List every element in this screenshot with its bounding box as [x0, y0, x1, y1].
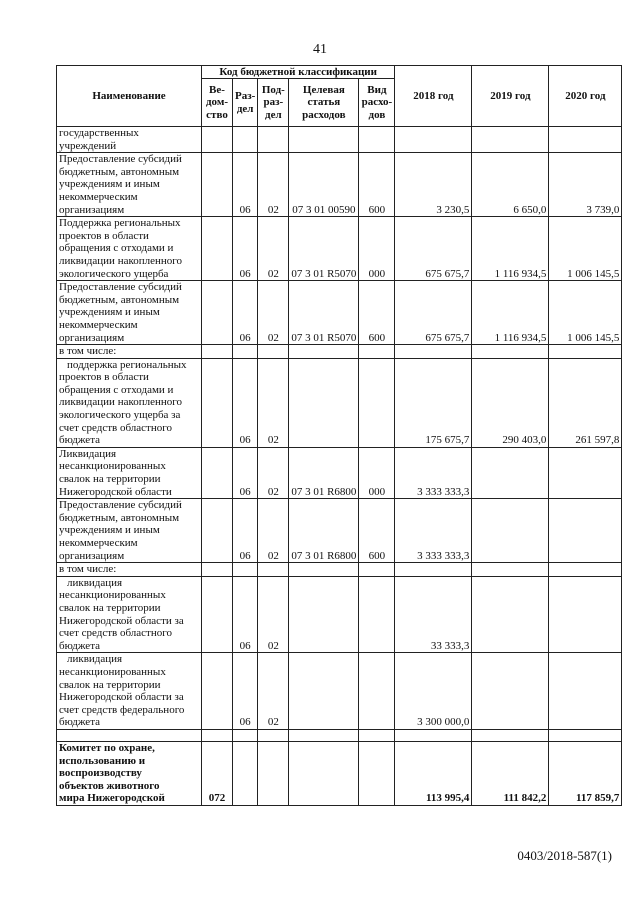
- cell-y2020: [549, 127, 622, 153]
- cell-pod: [258, 447, 289, 498]
- cell-y2018-text: 3 333 333,3: [417, 485, 470, 498]
- cell-y2019: [472, 741, 549, 805]
- cell-raz: [233, 358, 258, 447]
- cell-y2020: [549, 358, 622, 447]
- cell-y2018: [395, 729, 472, 741]
- cell-name: [57, 281, 202, 345]
- table-row: [57, 447, 622, 498]
- cell-y2020: [549, 653, 622, 730]
- cell-ved: [202, 281, 233, 345]
- cell-vid-text: 000: [368, 485, 386, 498]
- table-row: [57, 653, 622, 730]
- header-expense-type: Вид расхо- дов: [359, 79, 395, 127]
- cell-y2019: [472, 563, 549, 577]
- page-number: 41: [313, 42, 327, 57]
- cell-y2018: [395, 653, 472, 730]
- cell-vid: [359, 576, 395, 653]
- cell-vid-text: 600: [368, 549, 386, 562]
- cell-vid: [359, 217, 395, 281]
- cell-name-text: Ликвидация несанкционированных свалок на территории Нижегородской области: [59, 447, 172, 498]
- table-row: [57, 153, 622, 217]
- cell-target: [289, 127, 359, 153]
- cell-y2018: [395, 127, 472, 153]
- cell-y2018-text: 675 675,7: [425, 331, 470, 344]
- cell-y2019-text: 1 116 934,5: [494, 331, 547, 344]
- header-2020: 2020 год: [549, 66, 622, 127]
- cell-vid: [359, 345, 395, 359]
- cell-raz-text: 06: [239, 639, 251, 652]
- cell-target: [289, 563, 359, 577]
- cell-raz-text: 06: [239, 267, 251, 280]
- cell-name: [57, 153, 202, 217]
- table-header: [57, 66, 622, 127]
- cell-y2020: [549, 345, 622, 359]
- cell-ved-text: 072: [208, 792, 226, 805]
- cell-ved: [202, 217, 233, 281]
- cell-vid-text: 600: [368, 331, 386, 344]
- cell-y2019: [472, 576, 549, 653]
- cell-pod: [258, 729, 289, 741]
- cell-vid: [359, 729, 395, 741]
- cell-y2018-text: 675 675,7: [425, 267, 470, 280]
- cell-target-text: 07 3 01 00590: [292, 203, 356, 216]
- cell-vid: [359, 358, 395, 447]
- cell-raz: [233, 153, 258, 217]
- cell-vid: [359, 447, 395, 498]
- cell-ved: [202, 153, 233, 217]
- cell-ved: [202, 576, 233, 653]
- cell-ved: [202, 499, 233, 563]
- cell-y2018: [395, 563, 472, 577]
- cell-y2018: [395, 499, 472, 563]
- cell-target: [289, 741, 359, 805]
- cell-y2019: [472, 127, 549, 153]
- cell-y2020-text: 117 859,7: [576, 792, 620, 805]
- cell-y2018: [395, 153, 472, 217]
- cell-y2019: [472, 345, 549, 359]
- table-row: [57, 741, 622, 805]
- cell-target: [289, 653, 359, 730]
- cell-y2018-text: 3 300 000,0: [417, 716, 470, 729]
- cell-pod-text: 02: [267, 639, 279, 652]
- cell-raz-text: 06: [239, 716, 251, 729]
- cell-vid: [359, 153, 395, 217]
- cell-y2019: [472, 281, 549, 345]
- table-row: [57, 217, 622, 281]
- table-row: [57, 358, 622, 447]
- cell-name: [57, 447, 202, 498]
- cell-name: [57, 741, 202, 805]
- cell-y2019: [472, 358, 549, 447]
- cell-name-text: в том числе:: [59, 345, 117, 358]
- cell-y2018: [395, 358, 472, 447]
- cell-y2019: [472, 153, 549, 217]
- cell-y2018-text: 113 995,4: [426, 792, 470, 805]
- cell-y2018-text: 33 333,3: [430, 639, 470, 652]
- document-code: 0403/2018-587(1): [517, 848, 612, 863]
- cell-y2019-text: 1 116 934,5: [494, 267, 547, 280]
- cell-raz: [233, 499, 258, 563]
- cell-vid: [359, 563, 395, 577]
- cell-ved: [202, 345, 233, 359]
- cell-name: [57, 563, 202, 577]
- header-razdel: Раз- дел: [233, 79, 258, 127]
- cell-target: [289, 729, 359, 741]
- cell-y2019: [472, 653, 549, 730]
- cell-ved: [202, 447, 233, 498]
- cell-y2018-text: 3 333 333,3: [417, 549, 470, 562]
- header-2018: 2018 год: [395, 66, 472, 127]
- cell-name-text: в том числе:: [59, 563, 117, 576]
- cell-y2018: [395, 281, 472, 345]
- cell-pod-text: 02: [267, 267, 279, 280]
- cell-target-text: 07 3 01 R6800: [291, 485, 357, 498]
- cell-y2018-text: 175 675,7: [425, 434, 470, 447]
- cell-vid: [359, 741, 395, 805]
- cell-raz: [233, 563, 258, 577]
- cell-vid-text: 000: [368, 267, 386, 280]
- cell-y2019-text: 111 842,2: [503, 792, 547, 805]
- cell-vid: [359, 653, 395, 730]
- table-row: [57, 499, 622, 563]
- cell-vid-text: 600: [368, 203, 386, 216]
- cell-name: [57, 217, 202, 281]
- cell-pod: [258, 217, 289, 281]
- cell-pod: [258, 653, 289, 730]
- cell-pod-text: 02: [267, 434, 279, 447]
- header-classification-group: Код бюджетной классификации: [202, 66, 395, 79]
- cell-name: [57, 729, 202, 741]
- cell-pod-text: 02: [267, 549, 279, 562]
- cell-vid: [359, 499, 395, 563]
- cell-pod: [258, 563, 289, 577]
- cell-y2020: [549, 217, 622, 281]
- cell-name: [57, 127, 202, 153]
- cell-pod: [258, 358, 289, 447]
- cell-y2018-text: 3 230,5: [436, 203, 470, 216]
- cell-name-text: Предоставление субсидий бюджетным, автономным учреждениям и иным некоммерческим организациям: [59, 153, 182, 216]
- cell-raz: [233, 217, 258, 281]
- cell-name-text: ликвидация несанкционированных свалок на территории Нижегородской области за счет средств областного бюджета: [59, 576, 184, 652]
- cell-target: [289, 345, 359, 359]
- cell-ved: [202, 729, 233, 741]
- cell-name-text: поддержка региональных проектов в области обращения с отходами и ликвидации накопленного экологического ущерба за счет средств областного бюджета: [59, 358, 187, 447]
- cell-target: [289, 576, 359, 653]
- cell-y2019-text: 290 403,0: [502, 434, 547, 447]
- cell-pod-text: 02: [267, 331, 279, 344]
- cell-pod: [258, 576, 289, 653]
- cell-target: [289, 217, 359, 281]
- cell-y2019: [472, 729, 549, 741]
- cell-y2020-text: 261 597,8: [575, 434, 620, 447]
- cell-y2019-text: 6 650,0: [513, 203, 547, 216]
- cell-target: [289, 499, 359, 563]
- cell-raz: [233, 653, 258, 730]
- header-2019: 2019 год: [472, 66, 549, 127]
- table-row: [57, 281, 622, 345]
- table-row: [57, 345, 622, 359]
- cell-raz: [233, 447, 258, 498]
- cell-raz: [233, 127, 258, 153]
- cell-y2019: [472, 499, 549, 563]
- cell-ved: [202, 563, 233, 577]
- cell-y2020: [549, 741, 622, 805]
- cell-y2020: [549, 729, 622, 741]
- cell-y2018: [395, 345, 472, 359]
- cell-y2020: [549, 281, 622, 345]
- cell-target-text: 07 3 01 R5070: [291, 267, 357, 280]
- cell-y2018: [395, 741, 472, 805]
- table-body: [57, 127, 622, 806]
- cell-name: [57, 358, 202, 447]
- header-name: Наименование: [57, 66, 202, 127]
- cell-raz-text: 06: [239, 549, 251, 562]
- cell-raz: [233, 729, 258, 741]
- cell-pod-text: 02: [267, 203, 279, 216]
- cell-raz: [233, 345, 258, 359]
- cell-target: [289, 153, 359, 217]
- cell-target: [289, 281, 359, 345]
- cell-y2020: [549, 576, 622, 653]
- header-vedomstvo: Ве- дом- ство: [202, 79, 233, 127]
- cell-y2020: [549, 153, 622, 217]
- cell-name-text: ликвидация несанкционированных свалок на территории Нижегородской области за счет средств федерального бюджета: [59, 653, 185, 729]
- cell-y2020-text: 3 739,0: [586, 203, 620, 216]
- cell-ved: [202, 127, 233, 153]
- cell-vid: [359, 281, 395, 345]
- cell-name: [57, 576, 202, 653]
- cell-target-text: 07 3 01 R6800: [291, 549, 357, 562]
- cell-y2020: [549, 563, 622, 577]
- table-row: [57, 563, 622, 577]
- cell-name-text: Комитет по охране, использованию и воспроизводству объектов животного мира Нижегородской: [59, 741, 165, 805]
- cell-raz-text: 06: [239, 203, 251, 216]
- cell-pod: [258, 127, 289, 153]
- header-target-article: Целевая статья расходов: [289, 79, 359, 127]
- cell-name: [57, 499, 202, 563]
- cell-name-text: Поддержка региональных проектов в области обращения с отходами и ликвидации накопленного экологического ущерба: [59, 217, 183, 280]
- cell-target-text: 07 3 01 R5070: [291, 331, 357, 344]
- cell-name-text: Предоставление субсидий бюджетным, автономным учреждениям и иным некоммерческим организациям: [59, 281, 182, 344]
- cell-y2018: [395, 576, 472, 653]
- cell-vid: [359, 127, 395, 153]
- table-row: [57, 729, 622, 741]
- cell-y2020-text: 1 006 145,5: [567, 267, 620, 280]
- header-podrazdel: Под- раз- дел: [258, 79, 289, 127]
- cell-raz-text: 06: [239, 434, 251, 447]
- cell-pod: [258, 499, 289, 563]
- cell-target: [289, 447, 359, 498]
- cell-y2019: [472, 217, 549, 281]
- cell-ved: [202, 358, 233, 447]
- cell-pod: [258, 281, 289, 345]
- cell-raz-text: 06: [239, 331, 251, 344]
- cell-y2019: [472, 447, 549, 498]
- cell-y2020-text: 1 006 145,5: [567, 331, 620, 344]
- cell-ved: [202, 741, 233, 805]
- cell-raz-text: 06: [239, 485, 251, 498]
- cell-y2020: [549, 499, 622, 563]
- cell-y2018: [395, 447, 472, 498]
- cell-raz: [233, 281, 258, 345]
- cell-name: [57, 653, 202, 730]
- cell-pod-text: 02: [267, 485, 279, 498]
- cell-pod: [258, 741, 289, 805]
- table-row: [57, 576, 622, 653]
- cell-name: [57, 345, 202, 359]
- cell-y2020: [549, 447, 622, 498]
- cell-pod-text: 02: [267, 716, 279, 729]
- cell-ved: [202, 653, 233, 730]
- cell-raz: [233, 741, 258, 805]
- cell-pod: [258, 345, 289, 359]
- cell-target: [289, 358, 359, 447]
- cell-raz: [233, 576, 258, 653]
- cell-y2018: [395, 217, 472, 281]
- cell-pod: [258, 153, 289, 217]
- table-row: [57, 127, 622, 153]
- budget-table: [56, 65, 622, 806]
- cell-name-text: Предоставление субсидий бюджетным, автономным учреждениям и иным некоммерческим организациям: [59, 499, 182, 562]
- cell-name-text: государственных учреждений: [59, 127, 139, 152]
